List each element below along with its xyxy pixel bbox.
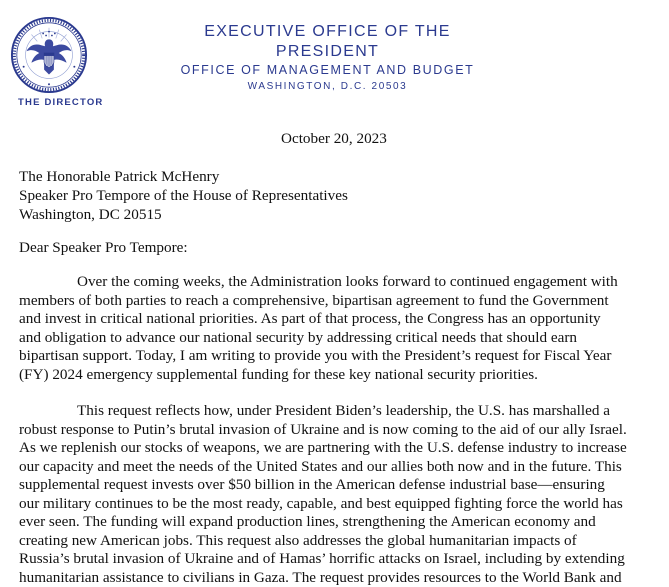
paragraph-line: robust response to Putin’s brutal invasion of Ukraine and is now coming to the aid of our ally Israel. bbox=[19, 420, 627, 438]
director-title: THE DIRECTOR bbox=[18, 97, 104, 108]
letter-date: October 20, 2023 bbox=[281, 130, 387, 147]
paragraph-line: members of both parties to reach a comprehensive, bipartisan agreement to fund the Government bbox=[19, 291, 609, 309]
letterhead-title: EXECUTIVE OFFICE OF THE PRESIDENT bbox=[204, 23, 451, 60]
paragraph-line: Russia’s brutal invasion of Ukraine and of Hamas’ horrific attacks on Israel, including by extending bbox=[19, 550, 625, 567]
paragraph-2 bbox=[19, 402, 659, 587]
paragraph-line: Over the coming weeks, the Administration looks forward to continued engagement with bbox=[77, 273, 618, 290]
paragraph-line: our capacity and meet the needs of the United States and our allies both now and in the future. This bbox=[19, 457, 622, 475]
paragraph-line: ever seen. The funding will expand production lines, strengthening the American economy and bbox=[19, 513, 596, 530]
recipient-address bbox=[19, 167, 348, 224]
recipient-name: The Honorable Patrick McHenry bbox=[19, 168, 220, 185]
paragraph-line: This request reflects how, under President Biden’s leadership, the U.S. has marshalled a bbox=[77, 402, 610, 419]
letterhead-office: OFFICE OF MANAGEMENT AND BUDGET bbox=[180, 63, 475, 77]
salutation: Dear Speaker Pro Tempore: bbox=[19, 239, 188, 256]
paragraph-line: and invest in critical national priorities. As part of that process, the Congress has an opportunity bbox=[19, 310, 601, 327]
paragraph-1 bbox=[19, 273, 659, 384]
paragraph-line: and obligation to advance our national security by addressing critical needs that should earn bbox=[19, 328, 577, 346]
paragraph-line: (FY) 2024 emergency supplemental funding for these key national security priorities. bbox=[19, 365, 538, 383]
letterhead bbox=[150, 22, 505, 94]
recipient-title: Speaker Pro Tempore of the House of Representatives bbox=[19, 187, 348, 204]
recipient-city: Washington, DC 20515 bbox=[19, 206, 162, 223]
paragraph-line: As we replenish our stocks of weapons, we are partnering with the U.S. defense industry to increase bbox=[19, 439, 627, 456]
paragraph-line: bipartisan support. Today, I am writing to provide you with the President’s request for Fiscal Year bbox=[19, 347, 612, 364]
paragraph-line: humanitarian assistance to civilians in Gaza. The request provides resources to the World Bank and bbox=[19, 568, 622, 586]
paragraph-line: creating new American jobs. This request also addresses the global humanitarian impacts of bbox=[19, 531, 577, 549]
paragraph-line: our military continues to be the most ready, capable, and best equipped fighting force the world has bbox=[19, 494, 623, 512]
presidential-seal-icon bbox=[10, 16, 88, 94]
letterhead-location: WASHINGTON, D.C. 20503 bbox=[247, 81, 408, 92]
paragraph-line: supplemental request invests over $50 billion in the American defense industrial base—ensuring bbox=[19, 476, 605, 493]
